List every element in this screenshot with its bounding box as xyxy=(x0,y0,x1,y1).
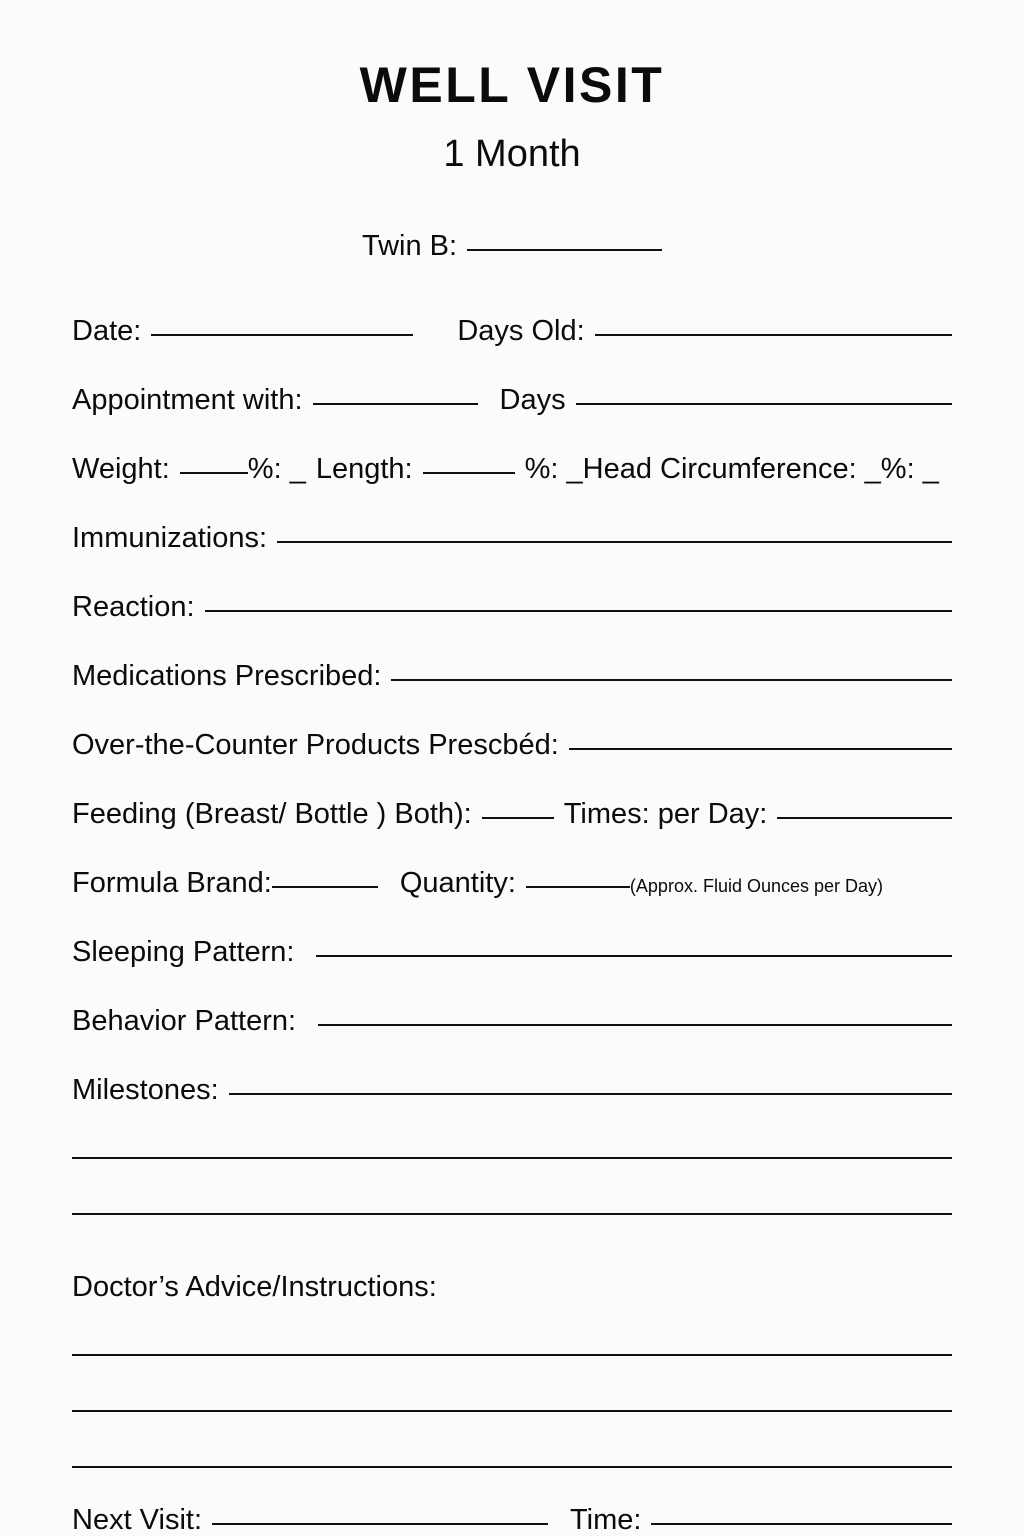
otc-products-label: Over-the-Counter Products Prescbéd: xyxy=(72,728,559,761)
times-per-day-label: Times: per Day: xyxy=(563,797,768,830)
days-label: Days xyxy=(499,383,566,416)
field-row-milestones xyxy=(72,1073,952,1106)
quantity-label: Quantity: xyxy=(399,866,516,899)
field-row-next-visit xyxy=(72,1503,952,1536)
next-visit-input-blank[interactable] xyxy=(212,1523,548,1525)
medications-prescribed-input-blank[interactable] xyxy=(391,679,952,681)
times-per-day-input-blank[interactable] xyxy=(777,817,952,819)
length-percentile-label: %: _ xyxy=(524,452,583,485)
field-row-feeding xyxy=(72,797,952,830)
weight-percentile-label: %: _ xyxy=(247,452,306,485)
doctors-advice-line-3[interactable] xyxy=(72,1466,952,1468)
head-circumference-label: Head Circumference: _%: _ xyxy=(582,452,939,485)
sleeping-pattern-label: Sleeping Pattern: xyxy=(72,935,295,968)
quantity-note: (Approx. Fluid Ounces per Day) xyxy=(629,875,884,896)
doctors-advice-line-1[interactable] xyxy=(72,1354,952,1356)
days-old-input-blank[interactable] xyxy=(595,334,952,336)
field-row-sleeping-pattern xyxy=(72,935,952,968)
doctors-advice-line-2[interactable] xyxy=(72,1410,952,1412)
length-label: Length: xyxy=(315,452,413,485)
quantity-input-blank[interactable] xyxy=(526,886,630,888)
time-input-blank[interactable] xyxy=(651,1523,952,1525)
field-row-date xyxy=(72,314,952,347)
behavior-pattern-label: Behavior Pattern: xyxy=(72,1004,297,1037)
date-input-blank[interactable] xyxy=(151,334,413,336)
field-row-doctors-advice xyxy=(72,1270,952,1303)
field-row-otc-products xyxy=(72,728,952,761)
page-subtitle: 1 Month xyxy=(443,133,581,175)
field-row-immunizations xyxy=(72,521,952,554)
formula-brand-input-blank[interactable] xyxy=(272,886,378,888)
field-row-twin xyxy=(72,229,952,262)
field-row-formula xyxy=(72,866,952,899)
otc-products-input-blank[interactable] xyxy=(569,748,952,750)
twin-label: Twin B: xyxy=(361,229,458,262)
field-row-appointment xyxy=(72,383,952,416)
behavior-pattern-input-blank[interactable] xyxy=(318,1024,952,1026)
field-row-medications xyxy=(72,659,952,692)
time-label: Time: xyxy=(570,1503,642,1536)
milestones-continuation-line-2[interactable] xyxy=(72,1213,952,1215)
page-title: WELL VISIT xyxy=(359,57,665,113)
feeding-input-blank[interactable] xyxy=(482,817,554,819)
date-label: Date: xyxy=(72,314,142,347)
length-input-blank[interactable] xyxy=(423,472,515,474)
sleeping-pattern-input-blank[interactable] xyxy=(316,955,952,957)
next-visit-label: Next Visit: xyxy=(72,1503,203,1536)
immunizations-input-blank[interactable] xyxy=(277,541,952,543)
milestones-label: Milestones: xyxy=(72,1073,219,1106)
field-row-reaction xyxy=(72,590,952,623)
appointment-with-input-blank[interactable] xyxy=(313,403,478,405)
immunizations-label: Immunizations: xyxy=(72,521,268,554)
reaction-input-blank[interactable] xyxy=(205,610,952,612)
milestones-input-blank[interactable] xyxy=(229,1093,952,1095)
field-row-measurements xyxy=(72,452,952,485)
doctors-advice-label: Doctor’s Advice/Instructions: xyxy=(72,1270,437,1303)
formula-brand-label: Formula Brand: xyxy=(72,866,272,899)
twin-input-blank[interactable] xyxy=(467,249,662,251)
reaction-label: Reaction: xyxy=(72,590,195,623)
weight-label: Weight: xyxy=(72,452,170,485)
appointment-with-label: Appointment with: xyxy=(72,383,303,416)
days-input-blank[interactable] xyxy=(576,403,952,405)
field-row-behavior-pattern xyxy=(72,1004,952,1037)
feeding-label: Feeding (Breast/ Bottle ) Both): xyxy=(72,797,472,830)
milestones-continuation-line-1[interactable] xyxy=(72,1157,952,1159)
weight-input-blank[interactable] xyxy=(180,472,248,474)
days-old-label: Days Old: xyxy=(457,314,585,347)
medications-prescribed-label: Medications Prescribed: xyxy=(72,659,382,692)
